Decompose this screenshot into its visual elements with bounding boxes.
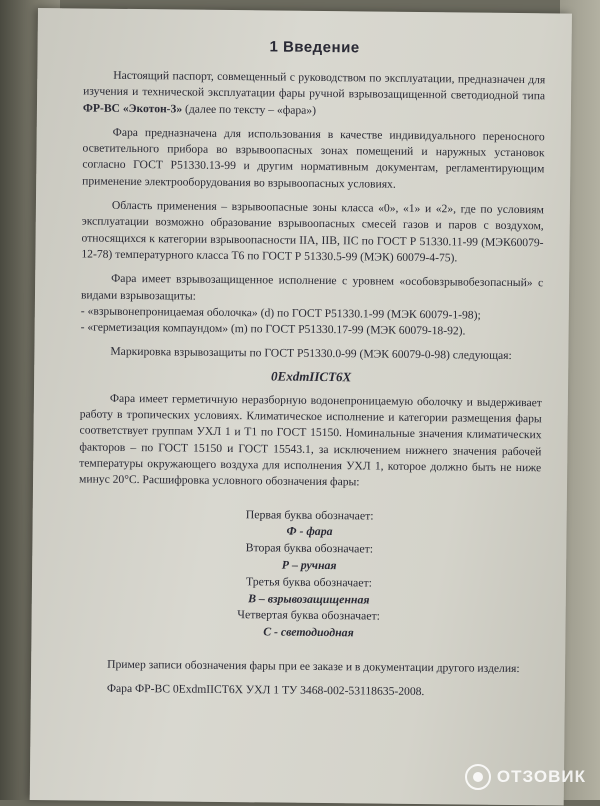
- designation-legend: [77, 504, 540, 643]
- document-page: [30, 8, 572, 806]
- watermark-logo: [465, 764, 586, 790]
- intro-text-end: (далее по тексту – «фара»): [182, 102, 317, 117]
- protection-list: [81, 303, 543, 340]
- marking-code: 0ExdmIICT6X: [270, 368, 352, 385]
- paragraph-purpose: Фара предназначена для использования в качестве индивидуального переносного осветительного прибора во взрывоопасных зонах помещений и наружных установок согласно ГОСТ Р51330.13-99 и другим нормативным документам, регламентирующим применение электрооборудования во взрывоопасных условиях.: [82, 125, 545, 191]
- intro-text: Настоящий паспорт, совмещенный с руководством по эксплуатации, предназначен для изучения и технической эксплуатации фары ручной взрывозащищенной светодиодной типа: [83, 68, 546, 103]
- watermark-text: ОТЗОВИК: [496, 767, 586, 786]
- paragraph-protection: Фара имеет взрывозащищенное исполнение с уровнем «особовзрывобезопасный» с видами взрывозащиты:: [80, 272, 544, 303]
- list-item: - «взрывонепроницаемая оболочка» (d) по ГОСТ Р51330.1-99 (МЭК 60079-1-98);: [80, 304, 481, 322]
- legend-value: В – взрывозащищенная: [248, 590, 370, 607]
- paragraph-example-code: Фара ФР-ВС 0ExdmIICT6X УХЛ 1 ТУ 3468-002-53118635-2008.: [106, 681, 425, 699]
- product-name: ФР-ВС «Экотон-3»: [82, 101, 183, 116]
- paragraph-climate: Фара имеет герметичную неразборную водонепроницаемую оболочку и выдерживает работу в тропических условиях. Климатическое исполнение и категории размещения фары соответствует группам УХЛ 1 и Т1 по ГОСТ 15150. Номинальные значения климатических факторов – по ГОСТ 15150 и ГОСТ 15543.1, за исключением нижнего значения рабочей температуры окружающего воздуха для исполнения УХЛ 1, которое должно быть не ниже минус 20°С. Расшифровка условного обозначения фары:: [78, 391, 542, 489]
- paragraph-marking: Маркировка взрывозащиты по ГОСТ Р51330.0-99 (МЭК 60079-0-98) следующая:: [110, 345, 512, 363]
- list-item: - «герметизация компаундом» (m) по ГОСТ Р51330.17-99 (МЭК 60079-18-92).: [80, 320, 466, 338]
- legend-value: С - светодиодная: [263, 624, 354, 640]
- paragraph-scope: Область применения – взрывоопасные зоны класса «0», «1» и «2», где по условиям эксплуатации возможно образование взрывоопасных смесей газов и паров с воздухом, относящихся к категории взрывоопасности IIA, IIB, IIC по ГОСТ Р 51330.11-99 (МЭК60079-12-78) температурного класса Т6 по ГОСТ Р 51330.5-99 (МЭК) 60079-4-75).: [81, 198, 544, 265]
- legend-value: Р – ручная: [281, 557, 337, 573]
- legend-label: Третья буква обозначает:: [245, 573, 373, 590]
- otzovik-logo-icon: [465, 764, 491, 790]
- legend-label: Вторая буква обозначает:: [245, 540, 374, 556]
- paragraph-intro: [83, 67, 545, 121]
- legend-label: Четвертая буква обозначает:: [237, 607, 381, 623]
- legend-label: Первая буква обозначает:: [245, 506, 374, 523]
- section-title: 1 Введение: [269, 38, 360, 57]
- paragraph-example: Пример записи обозначения фары при ее заказе и в документации другого изделия:: [107, 657, 520, 675]
- legend-value: Ф - фара: [286, 523, 333, 539]
